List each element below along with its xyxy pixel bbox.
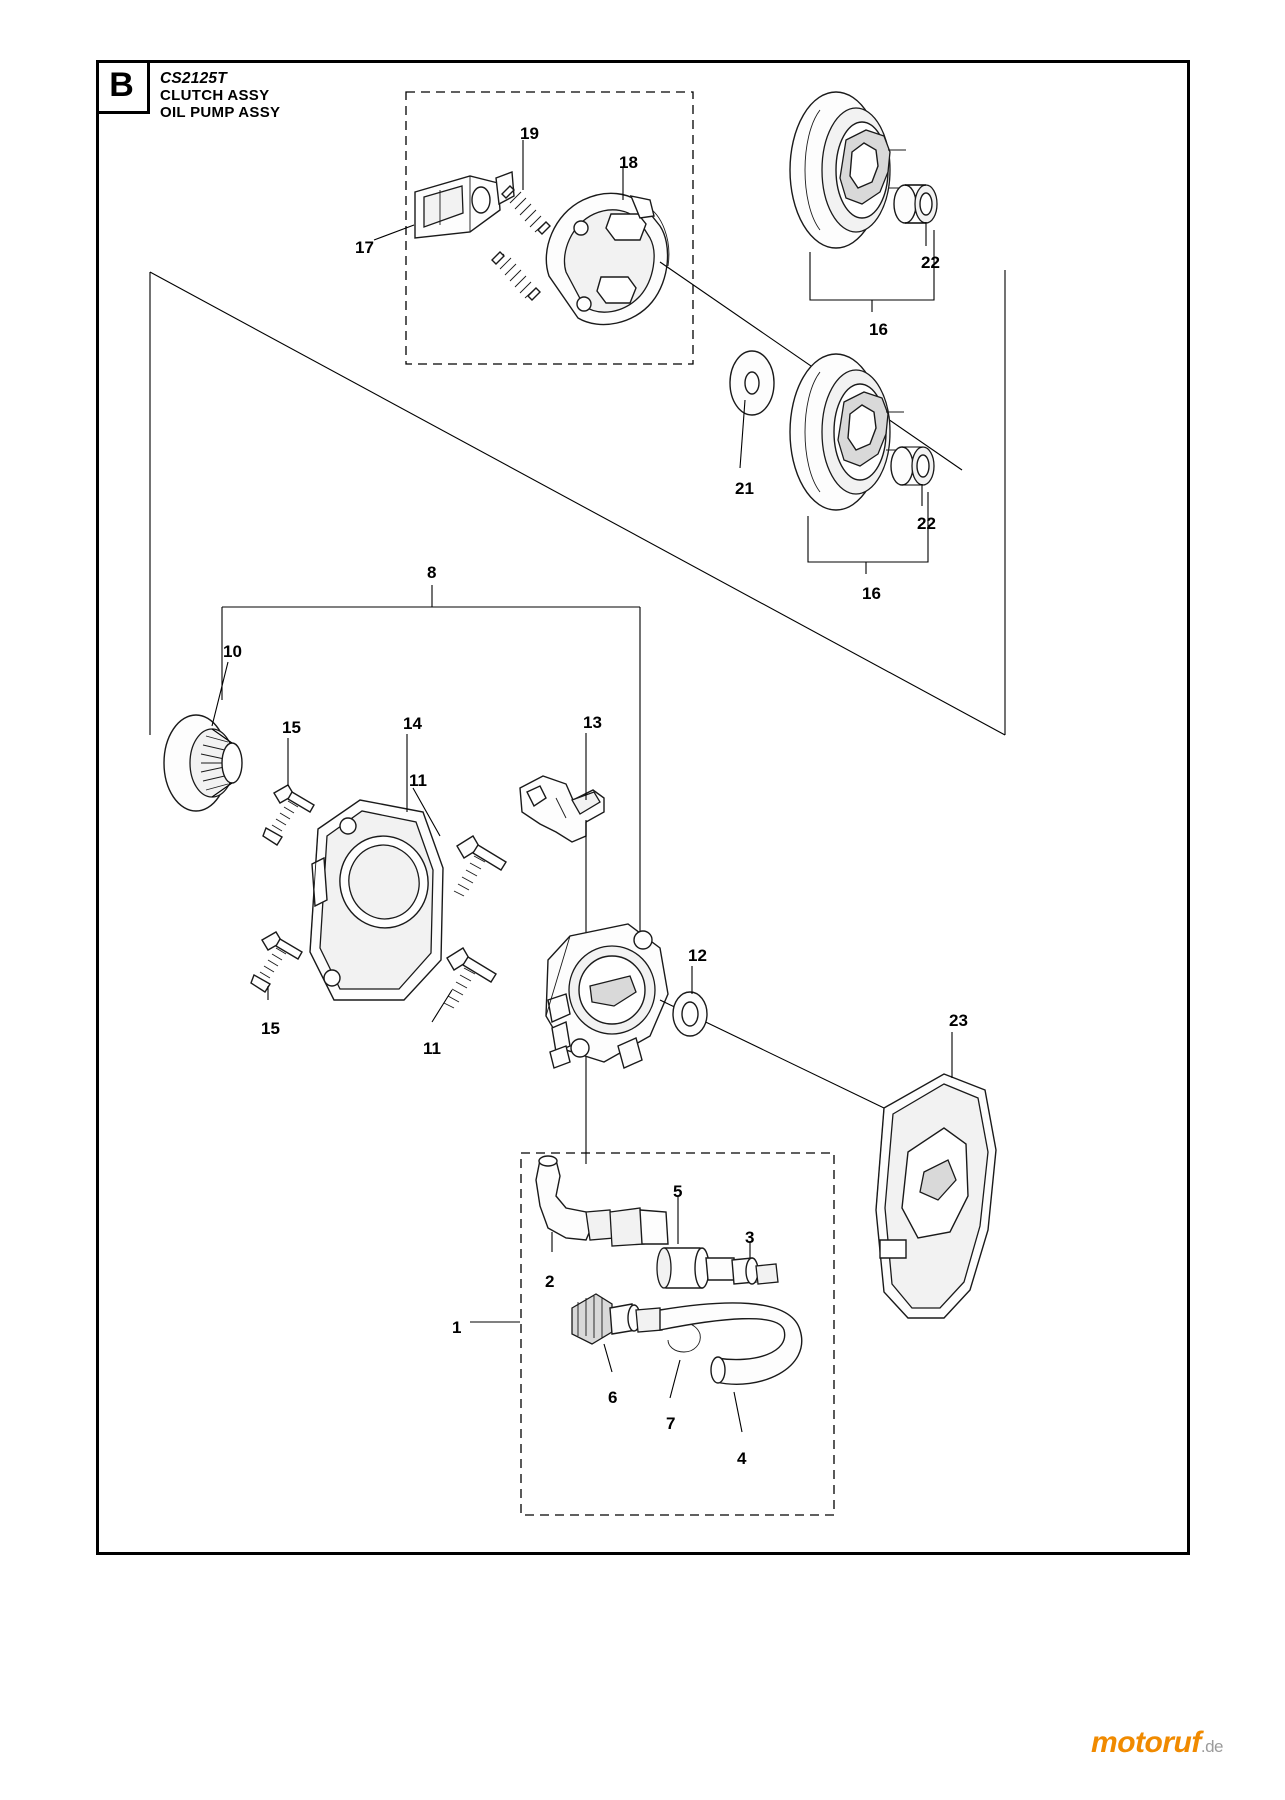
section-letter: B xyxy=(96,60,150,114)
callout-22b: 22 xyxy=(917,514,936,533)
callout-14: 14 xyxy=(403,714,422,733)
callout-18: 18 xyxy=(619,153,638,172)
callout-11b: 11 xyxy=(423,1039,441,1058)
callout-19: 19 xyxy=(520,124,539,143)
page-border xyxy=(96,60,1190,1555)
title-line-1: CLUTCH ASSY xyxy=(160,87,270,104)
callout-22a: 22 xyxy=(921,253,940,272)
title-block xyxy=(160,70,280,121)
callout-15b: 15 xyxy=(261,1019,280,1038)
callout-13: 13 xyxy=(583,713,602,732)
callout-21: 21 xyxy=(735,479,754,498)
callout-6: 6 xyxy=(608,1388,618,1407)
callout-17: 17 xyxy=(355,238,374,257)
callout-16b: 16 xyxy=(862,584,881,603)
callout-12: 12 xyxy=(688,946,707,965)
callout-7: 7 xyxy=(666,1414,676,1433)
callout-8: 8 xyxy=(427,563,437,582)
callout-2: 2 xyxy=(545,1272,555,1291)
watermark-tld: .de xyxy=(1200,1737,1223,1756)
callout-16a: 16 xyxy=(869,320,888,339)
model-name: CS2125T xyxy=(160,70,227,87)
callout-11a: 11 xyxy=(409,771,427,790)
callout-10: 10 xyxy=(223,642,242,661)
callout-3: 3 xyxy=(745,1228,755,1247)
callout-1: 1 xyxy=(452,1318,462,1337)
watermark-name: motoruf xyxy=(1091,1726,1201,1759)
callout-4: 4 xyxy=(737,1449,747,1468)
title-line-2: OIL PUMP ASSY xyxy=(160,104,281,121)
watermark xyxy=(1091,1726,1223,1760)
callout-5: 5 xyxy=(673,1182,683,1201)
callout-15a: 15 xyxy=(282,718,301,737)
callout-23: 23 xyxy=(949,1011,968,1030)
